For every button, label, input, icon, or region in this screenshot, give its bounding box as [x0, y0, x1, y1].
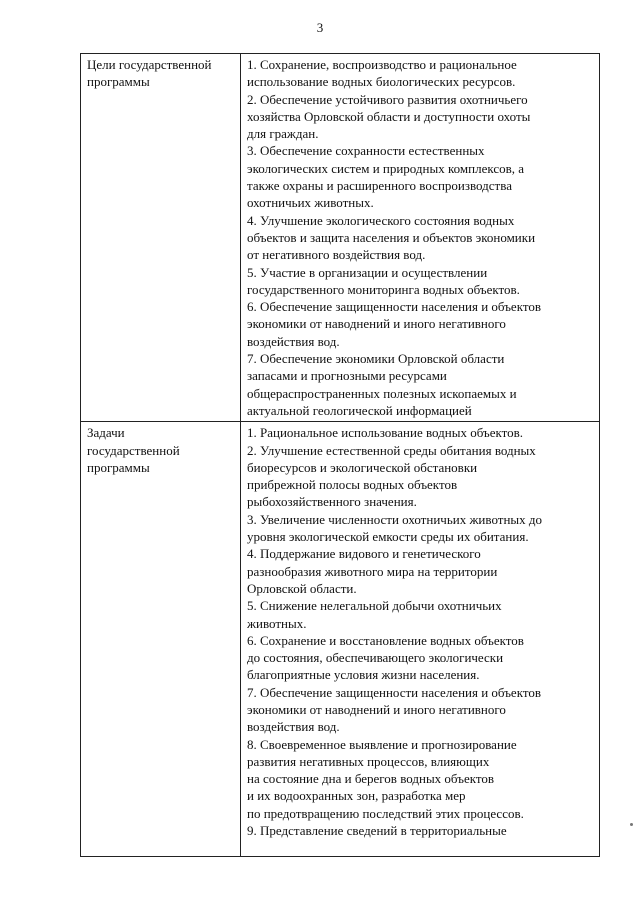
tasks-text-line: развития негативных процессов, влияющих — [247, 753, 490, 769]
goals-label-line: программы — [87, 74, 150, 90]
goals-text-line: для граждан. — [247, 126, 319, 142]
goals-text-line: воздействия вод. — [247, 333, 340, 349]
tasks-text-line: животных. — [247, 615, 307, 631]
goals-text-line: 1. Сохранение, воспроизводство и рациональное — [247, 57, 517, 72]
tasks-text-line: 8. Своевременное выявление и прогнозирование — [247, 736, 517, 752]
goals-label-line: Цели государственной — [87, 57, 212, 72]
goals-text-line: экологических систем и природных комплексов, а — [247, 160, 525, 176]
goals-text-line: охотничьих животных. — [247, 195, 374, 211]
goals-text-line: хозяйства Орловской области и доступности охоты — [247, 108, 531, 124]
tasks-label-line: программы — [87, 459, 150, 475]
tasks-text-line: 6. Сохранение и восстановление водных объектов — [247, 632, 524, 648]
goals-text-line: экономики от наводнений и иного негативного — [247, 316, 506, 332]
goals-text-line: 4. Улучшение экологического состояния водных — [247, 212, 515, 228]
goals-text-line: государственного мониторинга водных объектов. — [247, 281, 520, 297]
goals-text-line: от негативного воздействия вод. — [247, 247, 426, 263]
tasks-text-line: 7. Обеспечение защищенности населения и объектов — [247, 684, 541, 700]
tasks-text-line: до состояния, обеспечивающего экологически — [247, 650, 504, 666]
tasks-text-line: на состояние дна и берегов водных объектов — [247, 771, 494, 787]
tasks-text-line: Орловской области. — [247, 580, 357, 596]
tasks-text-line: прибрежной полосы водных объектов — [247, 477, 458, 493]
tasks-text-line: 3. Увеличение численности охотничьих животных до — [247, 511, 543, 527]
tasks-text-line: 2. Улучшение естественной среды обитания водных — [247, 442, 536, 458]
tasks-text-line: по предотвращению последствий этих процессов. — [247, 805, 524, 821]
goals-text-line: общераспространенных полезных ископаемых и — [247, 385, 517, 401]
goals-content-cell — [241, 54, 600, 422]
tasks-text-line: уровня экологической емкости среды их обитания. — [247, 529, 529, 545]
tasks-label-cell — [81, 422, 241, 857]
goals-text-line: запасами и прогнозными ресурсами — [247, 368, 447, 384]
page-number: 3 — [316, 20, 324, 35]
goals-text-line: 7. Обеспечение экономики Орловской области — [247, 351, 505, 367]
goals-text-line: использование водных биологических ресурсов. — [247, 74, 516, 90]
tasks-text-line: биоресурсов и экологической обстановки — [247, 459, 478, 475]
tasks-text-line: рыбохозяйственного значения. — [247, 494, 417, 510]
goals-text-line: актуальной геологической информацией — [247, 402, 472, 418]
goals-label-cell — [81, 54, 241, 422]
tasks-text-line: и их водоохранных зон, разработка мер — [247, 788, 466, 804]
tasks-text-line: 1. Рациональное использование водных объектов. — [247, 425, 524, 441]
program-passport-table — [80, 53, 600, 857]
goals-text-line: объектов и защита населения и объектов экономики — [247, 229, 536, 245]
tasks-text-line: экономики от наводнений и иного негативного — [247, 701, 506, 717]
tasks-label-line: Задачи — [87, 425, 125, 441]
tasks-text-line: разнообразия животного мира на территории — [247, 563, 498, 579]
goals-text-line: также охраны и расширенного воспроизводства — [247, 178, 512, 194]
goals-text-line: 5. Участие в организации и осуществлении — [247, 264, 488, 280]
table-row-goals — [81, 54, 600, 422]
tasks-label-line: государственной — [87, 442, 180, 458]
scan-speck — [630, 823, 633, 826]
goals-text-line: 3. Обеспечение сохранности естественных — [247, 143, 485, 159]
table-row-tasks — [81, 422, 600, 857]
goals-text-line: 6. Обеспечение защищенности населения и объектов — [247, 299, 541, 315]
goals-text-line: 2. Обеспечение устойчивого развития охотничьего — [247, 91, 528, 107]
tasks-text-line: 5. Снижение нелегальной добычи охотничьих — [247, 598, 502, 614]
tasks-text-line: 4. Поддержание видового и генетического — [247, 546, 481, 562]
tasks-text-line: воздействия вод. — [247, 719, 340, 735]
tasks-text-line: 9. Представление сведений в территориальные — [247, 823, 507, 839]
tasks-content-cell — [241, 422, 600, 857]
tasks-text-line: благоприятные условия жизни населения. — [247, 667, 480, 683]
